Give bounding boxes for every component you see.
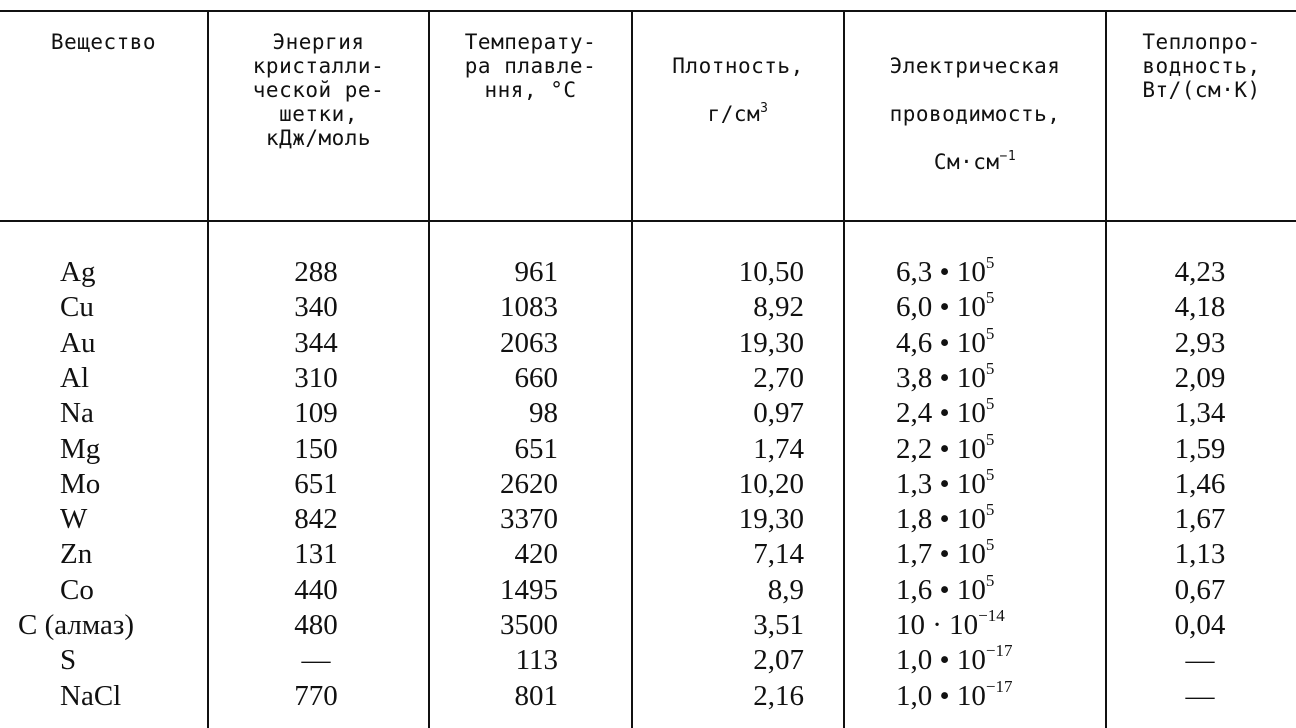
table-row [0,396,1296,431]
cell-substance: Na [60,397,94,430]
table-row [0,643,1296,678]
cell-electrical-conductivity [896,358,995,396]
top-rule [0,10,1296,12]
cell-melting-point: 801 [514,679,558,712]
header-density-line2 [633,102,843,126]
cell-substance: Mo [60,467,101,500]
header-elec-line3 [845,150,1105,174]
cell-density: 19,30 [738,503,804,536]
cell-substance: Al [60,361,89,394]
cell-density: 10,20 [738,467,804,500]
cell-melting-point: 651 [514,432,558,465]
table-row [0,570,1296,608]
header-elec-unit: См·см [933,150,1000,174]
cell-electrical-conductivity [896,676,1013,714]
cell-melting-point: 1495 [500,573,558,606]
conductivity-exponent: 5 [985,429,995,449]
header-density-exponent: 3 [760,101,769,116]
header-lattice-energy: Энергия кристалли- ческой ре- шетки, кДж/моль [252,30,385,150]
header-melting-point: Температу- ра плавле- ння, °С [464,30,597,102]
cell-electrical-conductivity [896,429,995,467]
header-density-line1: Плотность, [672,54,804,78]
cell-thermal-conductivity: 2,93 [1174,326,1226,359]
cell-lattice-energy: 109 [294,397,338,430]
header-thermal-conductivity: Теплопро- водность, Вт/(см·К) [1142,30,1261,102]
conductivity-exponent: −14 [978,606,1005,625]
cell-thermal-conductivity: — [1185,644,1215,677]
cell-lattice-energy: 344 [294,326,338,359]
cell-lattice-energy: 340 [294,291,338,324]
cell-melting-point: 3370 [500,503,558,536]
cell-density: 1,74 [753,432,804,465]
cell-electrical-conductivity [896,464,995,502]
conductivity-mantissa: 4,6 • 10 [896,326,986,359]
cell-electrical-conductivity [896,537,994,572]
conductivity-mantissa: 3,8 • 10 [896,361,986,394]
header-electrical-conductivity [845,30,1105,198]
cell-density: 2,07 [753,644,804,677]
cell-electrical-conductivity [896,608,1005,643]
cell-substance: Co [60,573,94,606]
cell-melting-point: 2620 [500,467,558,500]
cell-melting-point: 3500 [500,609,558,641]
table-row [0,502,1296,537]
cell-thermal-conductivity: 4,23 [1174,256,1226,288]
cell-lattice-energy: 651 [294,467,338,500]
conductivity-mantissa: 10 · 10 [896,609,979,641]
cell-lattice-energy: 310 [294,361,338,394]
cell-substance: S [60,644,77,677]
cell-density: 3,51 [753,609,804,641]
conductivity-exponent: 5 [985,253,995,272]
cell-thermal-conductivity: 1,46 [1174,467,1226,500]
table-row [0,290,1296,325]
cell-lattice-energy: — [301,644,331,677]
conductivity-exponent: −17 [985,641,1013,661]
cell-lattice-energy: 842 [294,503,338,536]
table-row [0,323,1296,361]
cell-thermal-conductivity: 0,04 [1174,609,1226,641]
cell-electrical-conductivity [896,290,994,325]
cell-melting-point: 420 [514,538,558,571]
header-elec-line1: Электрическая [889,54,1061,78]
conductivity-mantissa: 1,0 • 10 [896,679,986,712]
conductivity-exponent: −17 [985,676,1013,696]
cell-melting-point: 2063 [500,326,558,359]
cell-thermal-conductivity: 0,67 [1174,573,1226,606]
table-row [0,464,1296,502]
cell-density: 2,70 [753,361,804,394]
cell-electrical-conductivity [896,570,995,608]
cell-thermal-conductivity: 1,67 [1174,503,1226,536]
cell-substance: C (алмаз) [18,609,134,641]
cell-lattice-energy: 480 [294,609,338,641]
cell-electrical-conductivity [896,643,1013,678]
conductivity-mantissa: 1,0 • 10 [896,644,986,677]
cell-substance: Ag [60,256,96,288]
header-rule [0,220,1296,222]
header-density-unit: г/см [707,102,761,126]
conductivity-exponent: 5 [985,358,995,378]
header-substance: Вещество [50,30,157,54]
conductivity-exponent: 5 [985,394,995,414]
table-row [0,676,1296,714]
cell-density: 0,97 [753,397,804,430]
header-elec-exponent: −1 [999,149,1017,164]
header-density [633,30,843,150]
cell-thermal-conductivity: 1,34 [1174,397,1226,430]
cell-density: 10,50 [738,256,804,288]
conductivity-exponent: 5 [985,500,995,520]
conductivity-mantissa: 2,2 • 10 [896,432,986,465]
cell-thermal-conductivity: — [1185,679,1215,712]
cell-lattice-energy: 770 [294,679,338,712]
cell-lattice-energy: 131 [294,538,338,571]
cell-substance: W [60,503,88,536]
cell-substance: Mg [60,432,101,465]
cell-melting-point: 113 [515,644,558,677]
cell-lattice-energy: 440 [294,573,338,606]
cell-electrical-conductivity [896,502,994,537]
table-row [0,358,1296,396]
cell-melting-point: 1083 [500,291,558,324]
cell-thermal-conductivity: 2,09 [1174,361,1226,394]
cell-substance: Zn [60,538,93,571]
cell-density: 8,9 [767,573,804,606]
conductivity-mantissa: 1,3 • 10 [896,467,986,500]
conductivity-exponent: 5 [985,288,995,308]
cell-density: 2,16 [753,679,804,712]
cell-density: 7,14 [753,538,804,571]
conductivity-mantissa: 1,7 • 10 [896,538,986,571]
table-row [0,429,1296,467]
table-row [0,537,1296,572]
conductivity-mantissa: 1,6 • 10 [896,573,986,606]
cell-lattice-energy: 288 [294,256,338,288]
cell-electrical-conductivity [896,396,994,431]
header-elec-line2: проводимость, [889,102,1061,126]
cell-density: 8,92 [753,291,804,324]
conductivity-mantissa: 2,4 • 10 [896,397,986,430]
cell-thermal-conductivity: 1,59 [1174,432,1226,465]
cell-electrical-conductivity [896,323,995,361]
table-row [0,608,1296,643]
cell-melting-point: 660 [514,361,558,394]
conductivity-mantissa: 6,0 • 10 [896,291,986,324]
cell-lattice-energy: 150 [294,432,338,465]
cell-substance: Au [60,326,96,359]
cell-melting-point: 961 [514,256,558,288]
cell-melting-point: 98 [529,397,558,430]
conductivity-mantissa: 1,8 • 10 [896,503,986,536]
cell-substance: NaCl [60,679,122,712]
cell-substance: Cu [60,291,94,324]
conductivity-exponent: 5 [985,535,995,555]
table-row [0,255,1296,290]
cell-thermal-conductivity: 4,18 [1174,291,1226,324]
cell-density: 19,30 [738,326,804,359]
cell-thermal-conductivity: 1,13 [1174,538,1226,571]
conductivity-exponent: 5 [985,570,995,590]
conductivity-mantissa: 6,3 • 10 [896,256,986,288]
conductivity-exponent: 5 [985,464,995,484]
conductivity-exponent: 5 [985,323,995,343]
cell-electrical-conductivity [896,255,994,290]
